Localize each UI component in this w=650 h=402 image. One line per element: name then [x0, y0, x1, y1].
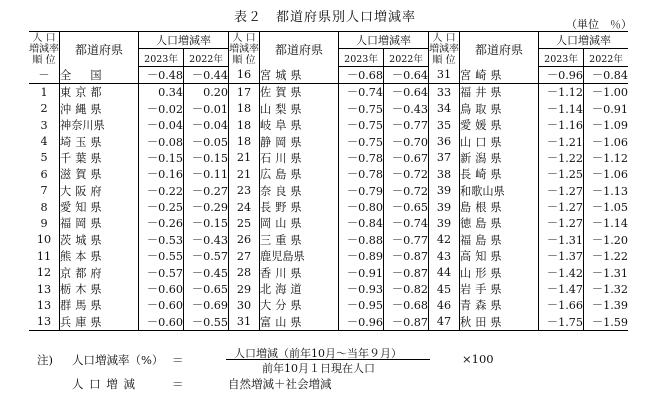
rate-2022-cell: －0.91 [591, 102, 628, 116]
table-row [29, 66, 628, 83]
unit-label: （単位 ％） [566, 18, 632, 31]
year-2023-header: 2023年 [539, 49, 584, 66]
prefecture-cell: 大分県 [260, 297, 339, 313]
rate-2022-cell: －0.69 [184, 297, 229, 313]
prefecture-cell: 鹿児島県 [260, 248, 339, 264]
change-term: 人 口 増 減 [72, 377, 136, 391]
rank-cell: 23 [229, 183, 260, 199]
rank-cell: 7 [29, 183, 60, 199]
rate-2022-cell: －1.00 [591, 86, 628, 100]
rate-2022-cell: －1.09 [591, 119, 628, 133]
rate-2023-cell: －0.26 [139, 215, 184, 231]
rate-2022-cell: －1.06 [591, 135, 628, 149]
pref-header: 都道府県 [460, 32, 539, 67]
rank-cell: 24 [229, 199, 260, 215]
rank-header: 人 口 増減率 順 位 [229, 32, 259, 66]
rate-2022-cell: －0.65 [184, 281, 229, 297]
rank-cell: 26 [229, 232, 260, 248]
prefecture-cell: 熊本県 [60, 248, 139, 264]
prefecture-cell: 青森県 [460, 297, 539, 313]
prefecture-cell: 静岡県 [260, 133, 339, 149]
rank-cell: 18 [229, 101, 260, 117]
prefecture-cell: 広島県 [260, 166, 339, 182]
table-row [29, 215, 628, 231]
year-2023-header: 2023年 [339, 49, 384, 66]
rank-cell: － [29, 66, 60, 83]
rate-2023-cell: －0.96 [339, 314, 384, 331]
rate-2022-cell: －0.70 [384, 133, 429, 149]
table-row [29, 281, 628, 297]
table-row [29, 199, 628, 215]
rate-2023-cell: －0.96 [539, 66, 584, 83]
note-label: 注) [37, 353, 53, 367]
rank-cell: 25 [229, 215, 260, 231]
rate-2022-cell: －1.22 [591, 250, 628, 264]
rate-2022-cell: －1.59 [591, 315, 628, 329]
times-100: ×100 [462, 352, 494, 366]
rank-cell: 44 [429, 264, 460, 280]
rate-2023-cell: －1.27 [539, 183, 584, 199]
prefecture-cell: 滋賀県 [60, 166, 139, 182]
prefecture-cell: 大阪府 [60, 183, 139, 199]
table-row [29, 133, 628, 149]
rate-2022-cell: －1.32 [591, 283, 628, 297]
prefecture-cell: 岡山県 [260, 215, 339, 231]
formula-denominator: 前年10月１日現在人口 [262, 362, 375, 375]
rank-header: 人 口 増減率 順 位 [429, 32, 459, 66]
prefecture-cell: 愛知県 [60, 199, 139, 215]
rank-cell: 5 [29, 150, 60, 166]
rate-header: 人口増減率 [539, 32, 629, 49]
equals-sign: ＝ [172, 377, 184, 391]
rate-2022-cell: －0.72 [384, 183, 429, 199]
rank-cell: 27 [229, 248, 260, 264]
rate-2022-cell: 0.20 [184, 84, 229, 101]
rate-2022-cell: －1.06 [591, 168, 628, 182]
rank-cell: 31 [429, 66, 460, 83]
rate-2022-cell: －0.64 [384, 66, 429, 83]
rate-2023-cell: －0.74 [339, 84, 384, 101]
table-row [29, 117, 628, 133]
rate-2022-cell: －0.68 [384, 297, 429, 313]
rank-cell: 34 [429, 101, 460, 117]
rate-2023-cell: －0.88 [339, 232, 384, 248]
prefecture-cell: 島根県 [460, 199, 539, 215]
rate-2023-cell: －0.84 [339, 215, 384, 231]
prefecture-cell: 京都府 [60, 264, 139, 280]
rank-cell: 8 [29, 199, 60, 215]
rank-cell: 21 [229, 166, 260, 182]
rate-2022-cell: －0.72 [384, 166, 429, 182]
rank-cell: 30 [229, 297, 260, 313]
table-row [29, 232, 628, 248]
rank-cell: 13 [29, 281, 60, 297]
table-row [29, 166, 628, 182]
prefecture-cell: 石川県 [260, 150, 339, 166]
rate-2023-cell: －0.75 [339, 133, 384, 149]
rate-2022-cell: －1.39 [591, 299, 628, 313]
rate-2023-cell: －1.16 [539, 117, 584, 133]
prefecture-cell: 岩手県 [460, 281, 539, 297]
table-row [29, 84, 628, 101]
rate-2022-cell: －1.31 [591, 266, 628, 280]
rate-2022-cell: －0.64 [384, 84, 429, 101]
rate-2022-cell: －1.13 [591, 184, 628, 198]
rank-cell: 43 [429, 248, 460, 264]
rate-2023-cell: －0.08 [139, 133, 184, 149]
rate-2023-cell: －0.80 [339, 199, 384, 215]
table-body [29, 66, 628, 330]
rate-2023-cell: －0.78 [339, 166, 384, 182]
rank-cell: 29 [229, 281, 260, 297]
rank-cell: 13 [29, 297, 60, 313]
prefecture-cell: 福岡県 [60, 215, 139, 231]
rate-2023-cell: －0.93 [339, 281, 384, 297]
rate-2022-cell: －0.67 [384, 150, 429, 166]
prefecture-cell: 富山県 [260, 314, 339, 331]
rate-2023-cell: －1.12 [539, 84, 584, 101]
rank-cell: 37 [429, 150, 460, 166]
prefecture-cell: 兵庫県 [60, 314, 139, 331]
rank-cell: 9 [29, 215, 60, 231]
rate-2023-cell: －0.53 [139, 232, 184, 248]
rate-2022-cell: －0.27 [184, 183, 229, 199]
rate-2023-cell: －1.42 [539, 264, 584, 280]
population-change-table [29, 31, 628, 331]
equals-sign: ＝ [172, 353, 184, 367]
prefecture-cell: 栃木県 [60, 281, 139, 297]
year-2022-header: 2022年 [584, 49, 629, 66]
rate-2023-cell: －1.47 [539, 281, 584, 297]
rate-2023-cell: －0.68 [339, 66, 384, 83]
rate-header: 人口増減率 [339, 32, 429, 49]
rate-2022-cell: －0.43 [384, 101, 429, 117]
rank-cell: 6 [29, 166, 60, 182]
rate-2023-cell: －0.16 [139, 166, 184, 182]
rank-cell: 33 [429, 84, 460, 101]
prefecture-cell: 東京都 [60, 84, 139, 101]
rate-2022-cell: －0.11 [184, 166, 229, 182]
rate-2022-cell: －1.12 [591, 151, 628, 165]
rank-header: 人 口 増減率 順 位 [29, 32, 59, 66]
prefecture-cell: 全 国 [60, 66, 139, 83]
prefecture-cell: 佐賀県 [260, 84, 339, 101]
rate-2022-cell: －0.55 [184, 314, 229, 331]
rate-2023-cell: －0.25 [139, 199, 184, 215]
prefecture-cell: 秋田県 [460, 314, 539, 331]
rank-cell: 36 [429, 133, 460, 149]
prefecture-cell: 宮崎県 [460, 66, 539, 83]
rate-2023-cell: －1.14 [539, 101, 584, 117]
prefecture-cell: 奈良県 [260, 183, 339, 199]
rank-cell: 2 [29, 101, 60, 117]
rate-2023-cell: －0.22 [139, 183, 184, 199]
prefecture-cell: 福井県 [460, 84, 539, 101]
rate-2022-cell: －0.87 [384, 248, 429, 264]
rate-2023-cell: －1.31 [539, 232, 584, 248]
prefecture-cell: 和歌山県 [460, 183, 539, 199]
prefecture-cell: 岐阜県 [260, 117, 339, 133]
rank-cell: 39 [429, 215, 460, 231]
rate-2022-cell: －0.01 [184, 101, 229, 117]
prefecture-cell: 宮城県 [260, 66, 339, 83]
rank-cell: 1 [29, 84, 60, 101]
rank-cell: 47 [429, 314, 460, 331]
rate-2023-cell: －0.79 [339, 183, 384, 199]
prefecture-cell: 長野県 [260, 199, 339, 215]
prefecture-cell: 沖縄県 [60, 101, 139, 117]
rate-2023-cell: －0.89 [339, 248, 384, 264]
rate-2022-cell: －0.15 [184, 215, 229, 231]
prefecture-cell: 山形県 [460, 264, 539, 280]
rate-2023-cell: －0.91 [339, 264, 384, 280]
rate-2023-cell: －0.48 [139, 66, 184, 83]
rate-2022-cell: －0.04 [184, 117, 229, 133]
table-row [29, 264, 628, 280]
rate-2022-cell: －0.84 [584, 66, 629, 83]
prefecture-cell: 群馬県 [60, 297, 139, 313]
prefecture-cell: 茨城県 [60, 232, 139, 248]
prefecture-cell: 山梨県 [260, 101, 339, 117]
rank-cell: 13 [29, 314, 60, 331]
rate-2023-cell: －0.55 [139, 248, 184, 264]
rate-2022-cell: －0.44 [184, 66, 229, 83]
rate-2023-cell: －0.04 [139, 117, 184, 133]
prefecture-cell: 鳥取県 [460, 101, 539, 117]
rate-2022-cell: －1.20 [591, 233, 628, 247]
rate-2023-cell: －1.25 [539, 166, 584, 182]
rate-2023-cell: －0.57 [139, 264, 184, 280]
year-2022-header: 2022年 [184, 49, 229, 66]
rate-2023-cell: －1.22 [539, 150, 584, 166]
rank-cell: 28 [229, 264, 260, 280]
rank-cell: 35 [429, 117, 460, 133]
rate-2022-cell: －0.77 [384, 117, 429, 133]
prefecture-cell: 新潟県 [460, 150, 539, 166]
rank-cell: 45 [429, 281, 460, 297]
rank-cell: 31 [229, 314, 260, 331]
table-row [29, 314, 628, 331]
prefecture-cell: 高知県 [460, 248, 539, 264]
pref-header: 都道府県 [260, 32, 339, 67]
prefecture-cell: 香川県 [260, 264, 339, 280]
rate-2022-cell: －1.05 [591, 201, 628, 215]
rank-cell: 21 [229, 150, 260, 166]
rate-2023-cell: －1.66 [539, 297, 584, 313]
change-definition: 自然増減＋社会増減 [228, 377, 332, 391]
rate-2023-cell: －0.02 [139, 101, 184, 117]
rate-2022-cell: －0.29 [184, 199, 229, 215]
pref-header: 都道府県 [60, 32, 139, 67]
table-row [29, 150, 628, 166]
rate-2022-cell: －0.45 [184, 264, 229, 280]
rank-cell: 18 [229, 117, 260, 133]
rate-2022-cell: －0.43 [184, 232, 229, 248]
rate-2023-cell: －0.95 [339, 297, 384, 313]
table-row [29, 297, 628, 313]
prefecture-cell: 愛媛県 [460, 117, 539, 133]
rate-2023-cell: －1.75 [539, 314, 584, 331]
rate-2023-cell: －0.60 [139, 281, 184, 297]
table-row [29, 248, 628, 264]
rank-cell: 17 [229, 84, 260, 101]
rank-cell: 4 [29, 133, 60, 149]
rank-cell: 42 [429, 232, 460, 248]
rate-2022-cell: －0.82 [384, 281, 429, 297]
rate-2023-cell: －1.27 [539, 215, 584, 231]
rate-header: 人口増減率 [139, 32, 229, 49]
year-2023-header: 2023年 [139, 49, 184, 66]
rate-term: 人口増減率（%） [72, 353, 164, 367]
rank-cell: 38 [429, 166, 460, 182]
prefecture-cell: 神奈川県 [60, 117, 139, 133]
rate-2023-cell: －1.21 [539, 133, 584, 149]
rank-cell: 16 [229, 66, 260, 83]
rank-cell: 3 [29, 117, 60, 133]
rate-2023-cell: －1.27 [539, 199, 584, 215]
rate-2022-cell: －0.05 [184, 133, 229, 149]
rate-2022-cell: －0.87 [384, 264, 429, 280]
rank-cell: 46 [429, 297, 460, 313]
table-title: 表２ 都道府県別人口増減率 [233, 10, 416, 25]
prefecture-cell: 山口県 [460, 133, 539, 149]
prefecture-cell: 北海道 [260, 281, 339, 297]
rate-2022-cell: －0.74 [384, 215, 429, 231]
rate-2022-cell: －0.87 [384, 314, 429, 331]
rate-2023-cell: －0.60 [139, 297, 184, 313]
rate-2022-cell: －0.65 [384, 199, 429, 215]
rank-cell: 10 [29, 232, 60, 248]
rank-cell: 12 [29, 264, 60, 280]
prefecture-cell: 千葉県 [60, 150, 139, 166]
rate-2022-cell: －0.15 [184, 150, 229, 166]
rate-2023-cell: －0.15 [139, 150, 184, 166]
rate-2023-cell: －1.37 [539, 248, 584, 264]
rate-2022-cell: －1.14 [591, 217, 628, 231]
rate-2023-cell: －0.60 [139, 314, 184, 331]
year-2022-header: 2022年 [384, 49, 429, 66]
prefecture-cell: 福島県 [460, 232, 539, 248]
rate-2022-cell: －0.77 [384, 232, 429, 248]
prefecture-cell: 三重県 [260, 232, 339, 248]
prefecture-cell: 長崎県 [460, 166, 539, 182]
prefecture-cell: 埼玉県 [60, 133, 139, 149]
prefecture-cell: 徳島県 [460, 215, 539, 231]
rate-2023-cell: －0.75 [339, 117, 384, 133]
table-row [29, 101, 628, 117]
rate-2023-cell: －0.78 [339, 150, 384, 166]
table-row [29, 183, 628, 199]
formula-numerator: 人口増減（前年10月～当年９月） [234, 347, 402, 360]
rank-cell: 39 [429, 199, 460, 215]
rate-2023-cell: 0.34 [139, 84, 184, 101]
rank-cell: 11 [29, 248, 60, 264]
rank-cell: 39 [429, 183, 460, 199]
rank-cell: 18 [229, 133, 260, 149]
rate-2022-cell: －0.57 [184, 248, 229, 264]
rate-2023-cell: －0.75 [339, 101, 384, 117]
